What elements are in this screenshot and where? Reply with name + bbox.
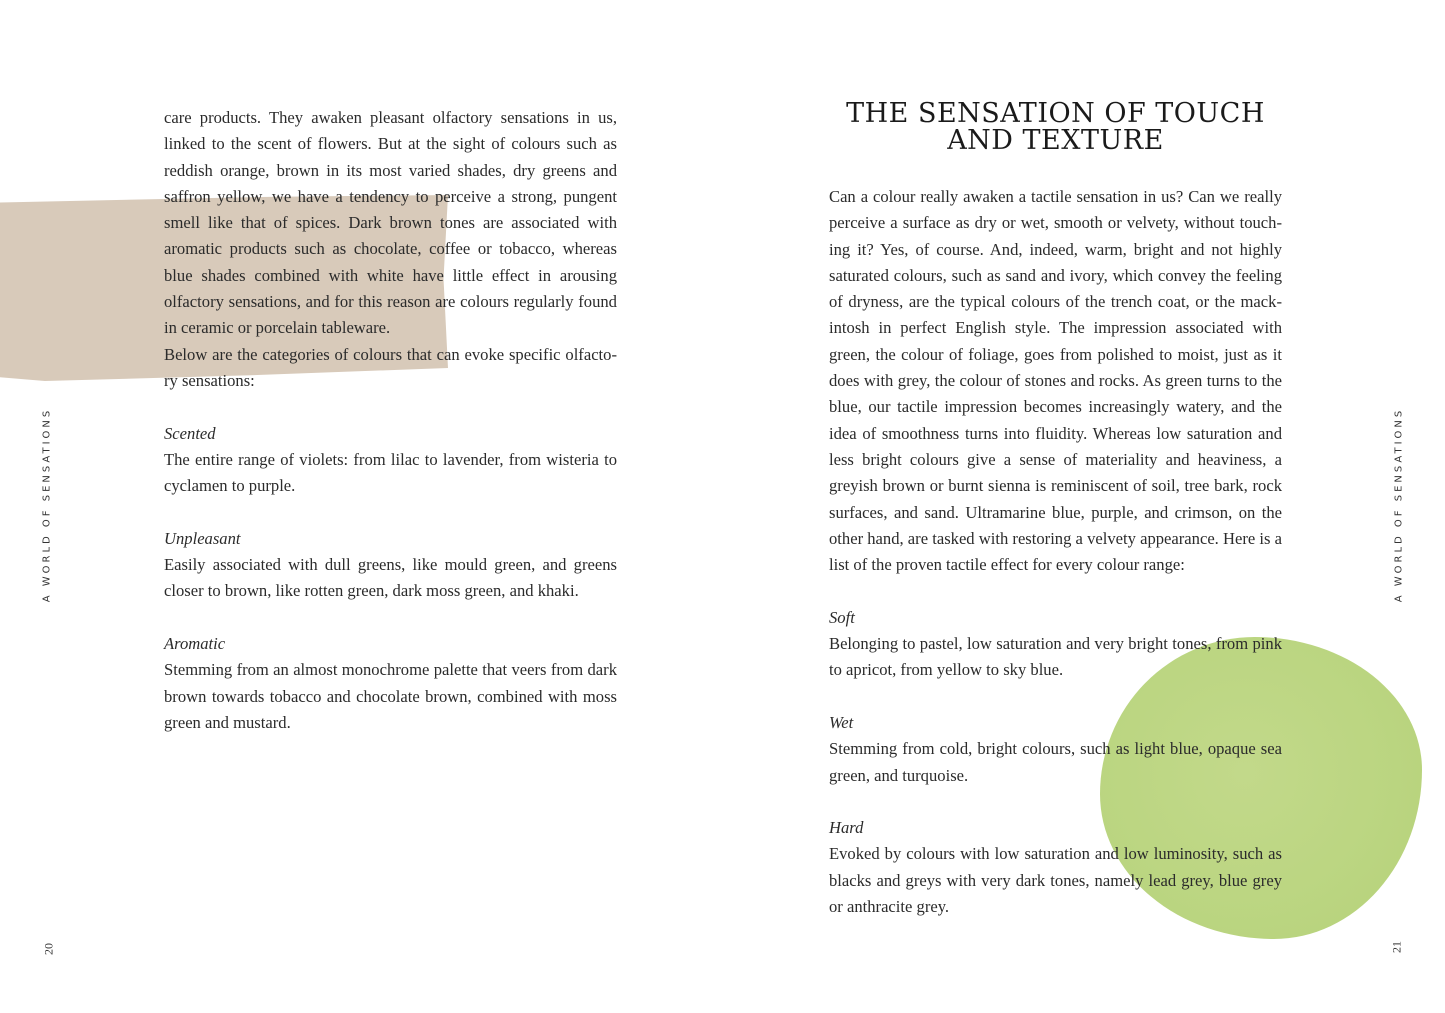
- section-body-aromatic: Stemming from an almost monochrome palette that veers from dark brown towards tobacco and chocolate brown, combined with moss green and mustard.: [164, 660, 617, 732]
- right-intro-para: Can a colour really awaken a tactile sensation in us? Can we really perceive a surface as dry or wet, smooth or velvety, without touch-ing it? Yes, of course. And, indeed, warm, bright and not highly saturated colours, such as sand and ivory, which convey the feeling of dryness, are the typical colours of the trench coat, or the mack-intosh in perfect English style. The impression associated with green, the colour of foliage, goes from polished to moist, just as it does with grey, the colour of stones and rocks. As green turns to the blue, our tactile impression becomes increasingly watery, and the idea of smoothness turns into fluidity. Whereas low saturation and less bright colours give a sense of materiality and heaviness, a greyish brown or burnt sienna is reminiscent of soil, tree bark, rock surfaces, and sand. Ultramarine blue, purple, and crimson, on the other hand, are tasked with restoring a velvety appearance. Here is a list of the proven tactile effect for every colour range:: [829, 187, 1283, 575]
- section-title-scented: Scented: [164, 423, 216, 443]
- right-page-number: 21: [1389, 941, 1404, 953]
- section-body-scented: The entire range of violets: from lilac to lavender, from wisteria to cyclamen to purple.: [164, 449, 617, 496]
- section-body-wet: Stemming from cold, bright colours, such as light blue, opaque sea green, and turquoise.: [829, 739, 1282, 785]
- section-body-hard: Evoked by colours with low saturation and low luminosity, such as blacks and greys with very dark tones, namely lead grey, blue grey or anthracite grey.: [829, 844, 1282, 917]
- left-page-number: 20: [41, 943, 56, 955]
- section-title-unpleasant: Unpleasant: [164, 528, 241, 548]
- left-para-1: care products. They awaken pleasant olfactory sensations in us, linked to the scent of flowers. But at the sight of colours such as reddish orange, brown in its most varied shades, dry greens and saffron yellow, we have a tendency to perceive a strong, pungent smell like that of spices. Dark brown tones are associated with aromatic products such as chocolate, coffee or tobacco, whereas blue shades combined with white have little effect in arousing olfactory sensations, and for this reason are colours regularly found in ceramic or porcelain tableware.: [164, 108, 617, 338]
- section-body-soft: Belonging to pastel, low saturation and very bright tones, from pink to apricot, from yellow to sky blue.: [829, 634, 1282, 680]
- left-body-text: [164, 105, 617, 736]
- chapter-heading-line-2: AND TEXTURE: [947, 125, 1164, 156]
- section-title-hard: Hard: [829, 818, 864, 838]
- section-title-wet: Wet: [829, 712, 854, 732]
- section-title-soft: Soft: [829, 607, 855, 627]
- chapter-heading-line-1: THE SENSATION OF TOUCH: [846, 98, 1265, 129]
- left-running-head: A WORLD OF SENSATIONS: [41, 407, 53, 603]
- right-running-head: A WORLD OF SENSATIONS: [1393, 407, 1405, 603]
- section-title-aromatic: Aromatic: [164, 633, 226, 653]
- right-body-text: [829, 184, 1282, 920]
- left-para-2: Below are the categories of colours that can evoke specific olfacto-ry sensations:: [164, 344, 617, 390]
- chapter-heading: [829, 100, 1282, 154]
- section-body-unpleasant: Easily associated with dull greens, like mould green, and greens closer to brown, like rotten green, dark moss green, and khaki.: [164, 555, 617, 601]
